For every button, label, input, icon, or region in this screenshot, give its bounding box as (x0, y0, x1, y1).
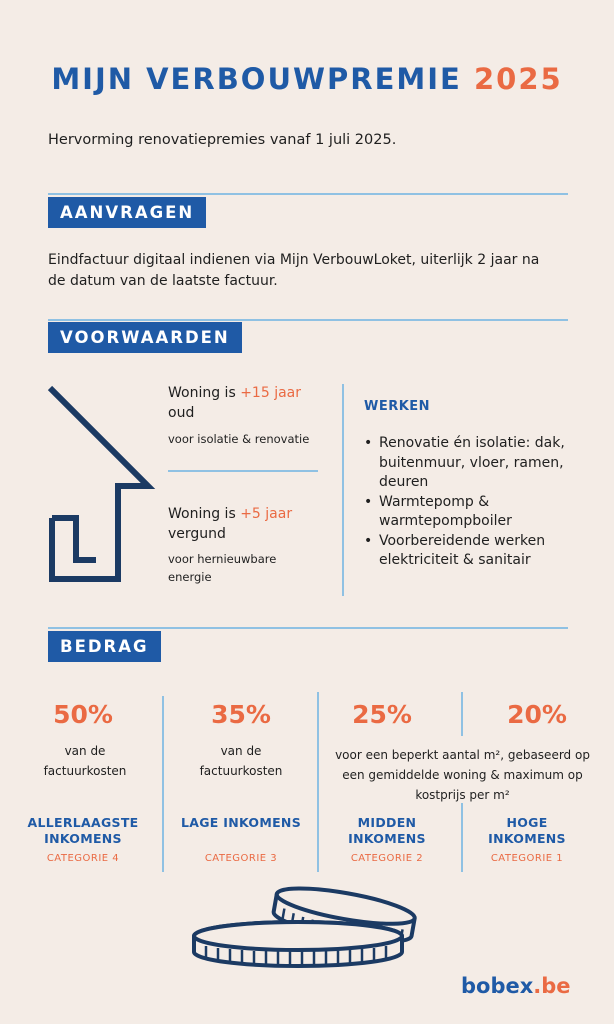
intro-text: Hervorming renovatiepremies vanaf 1 juli 2025. (48, 132, 397, 148)
list-item: • Voorbereidende werken elektriciteit & sanitair (364, 532, 594, 571)
list-item: • Warmtepomp & warmtepompboiler (364, 493, 594, 532)
income-cat2: MIDDEN INKOMENS (348, 815, 426, 846)
title-year: 2025 (473, 62, 563, 96)
section-heading-aanvragen: AANVRAGEN (48, 197, 206, 228)
werken-heading: WERKEN (364, 399, 431, 414)
list-item: • Renovatie én isolatie: dak, buitenmuur, vloer, ramen, deuren (364, 434, 594, 493)
category-cat3: CATEGORIE 3 (204, 853, 278, 864)
percent-cat3: 35% (211, 700, 271, 729)
werken-list (364, 434, 594, 571)
column-divider (162, 696, 164, 872)
section-divider (48, 627, 568, 629)
condition-permit: Woning is +5 jaar vergund (168, 506, 293, 542)
section-heading-bedrag: BEDRAG (48, 631, 161, 662)
section-divider (48, 193, 568, 195)
description-shared: voor een beperkt aantal m², gebaseerd op een gemiddelde woning & maximum op kostprijs per m² (335, 748, 590, 802)
section-divider (48, 319, 568, 321)
page-title: MIJN VERBOUWPREMIE 2025 (51, 62, 563, 96)
percent-cat4: 50% (53, 700, 113, 729)
income-cat4: ALLERLAAGSTE INKOMENS (27, 815, 139, 846)
category-cat4: CATEGORIE 4 (46, 853, 120, 864)
income-cat1: HOGE INKOMENS (488, 815, 566, 846)
description-cat4: van de factuurkosten (43, 744, 127, 778)
category-cat2: CATEGORIE 2 (350, 853, 424, 864)
percent-cat1: 20% (507, 700, 567, 729)
condition-permit-note: voor hernieuwbare energie (168, 552, 277, 584)
column-divider (342, 384, 344, 596)
column-divider (317, 692, 319, 872)
condition-age-note: voor isolatie & renovatie (168, 432, 310, 446)
income-cat3: LAGE INKOMENS (181, 815, 301, 830)
house-outline-icon (44, 382, 156, 588)
column-divider (461, 803, 463, 872)
section-heading-voorwaarden: VOORWAARDEN (48, 322, 242, 353)
category-cat1: CATEGORIE 1 (490, 853, 564, 864)
description-cat3: van de factuurkosten (199, 744, 283, 778)
column-divider (461, 692, 463, 736)
bobex-logo[interactable]: bobex.be (461, 974, 571, 998)
condition-age: Woning is +15 jaar oud (168, 385, 302, 421)
coins-icon (186, 884, 430, 974)
condition-divider (168, 470, 318, 472)
aanvragen-text: Eindfactuur digitaal indienen via Mijn VerbouwLoket, uiterlijk 2 jaar na de datum van de laatste factuur. (48, 252, 540, 289)
percent-cat2: 25% (352, 700, 412, 729)
